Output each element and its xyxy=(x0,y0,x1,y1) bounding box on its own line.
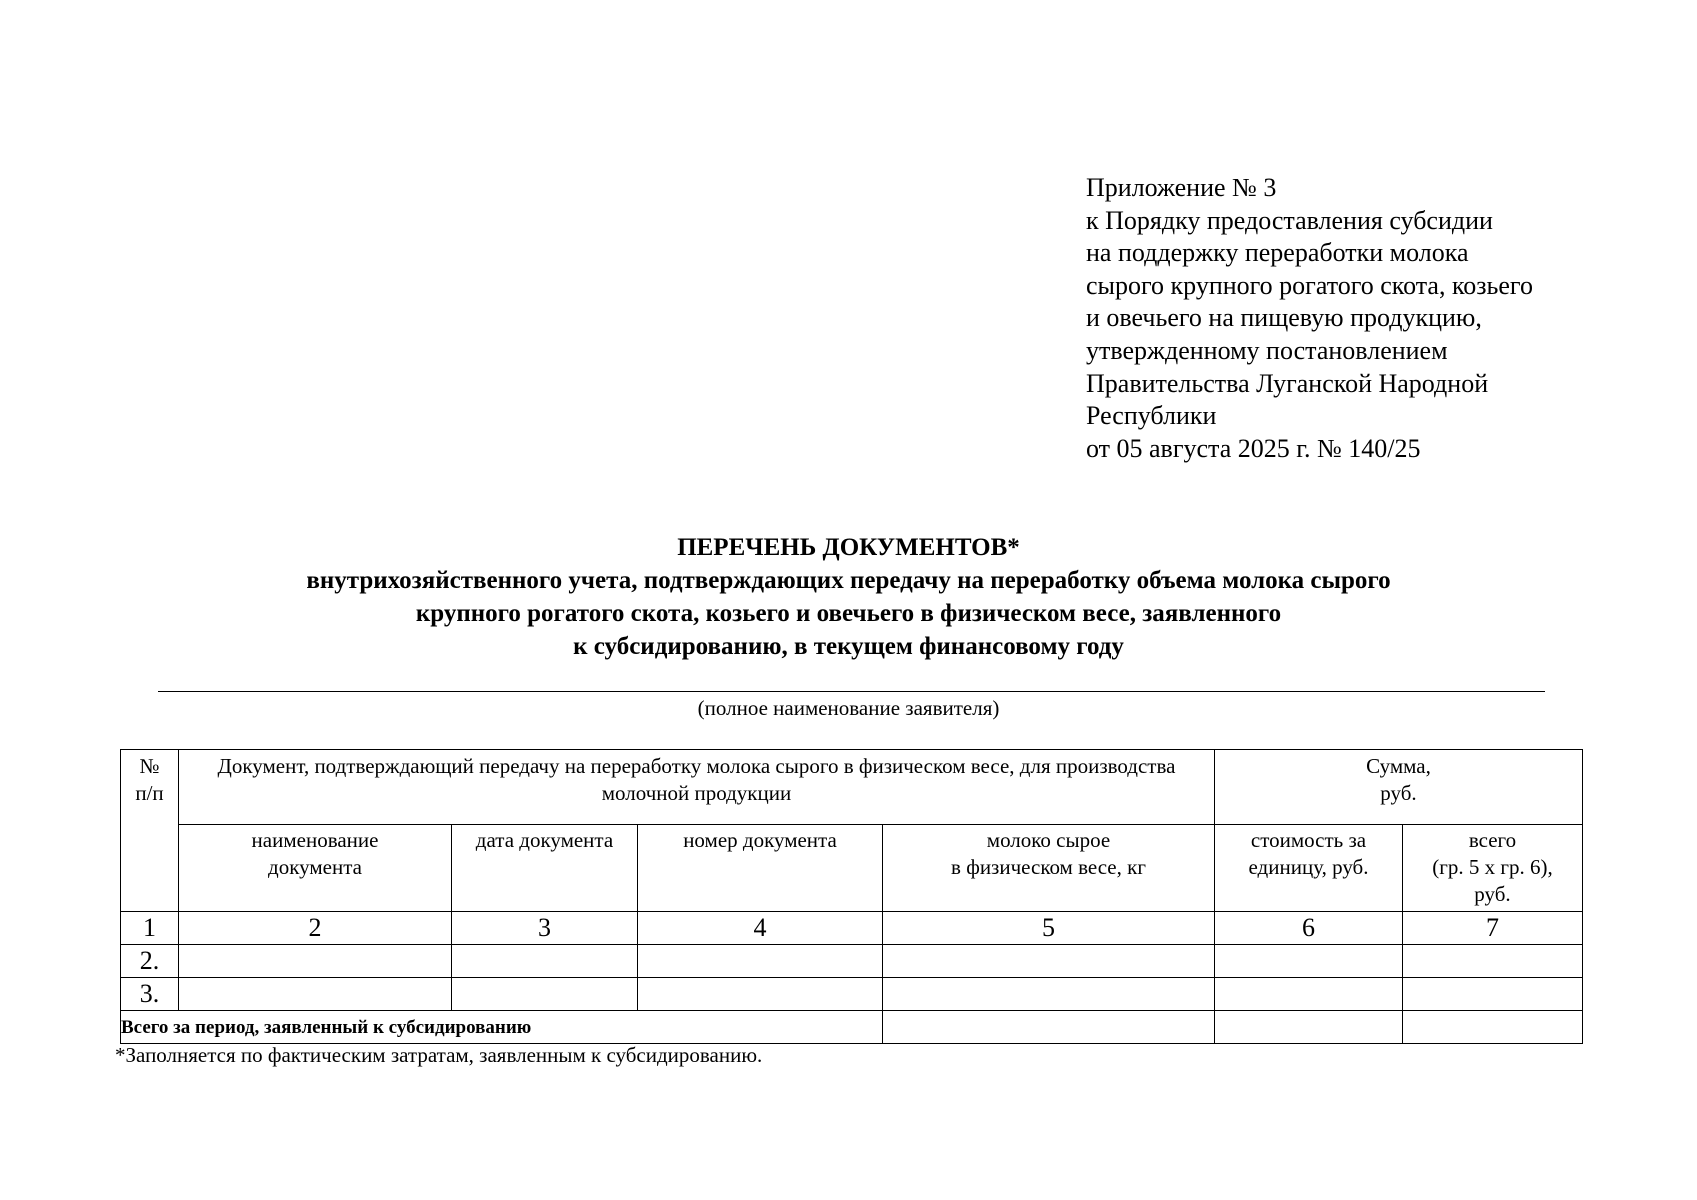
table-cell xyxy=(179,978,452,1011)
total-sum-cell xyxy=(1403,1011,1583,1044)
total-row xyxy=(121,1011,1583,1044)
title-line-3: крупного рогатого скота, козьего и овечьего в физическом весе, заявленного xyxy=(415,600,1282,627)
table-row xyxy=(121,945,1583,978)
applicant-name-line xyxy=(158,691,1545,692)
total-label: Всего за период, заявленный к субсидированию xyxy=(121,1011,883,1044)
table-cell xyxy=(1403,978,1583,1011)
subheader-total: всего (гр. 5 х гр. 6), руб. xyxy=(1403,825,1583,912)
documents-table xyxy=(120,749,1583,1044)
table-cell xyxy=(638,945,883,978)
table-cell xyxy=(1215,945,1403,978)
title-line-4: к субсидированию, в текущем финансовому году xyxy=(573,633,1124,660)
table-cell xyxy=(1215,978,1403,1011)
table-cell xyxy=(638,978,883,1011)
table-cell xyxy=(883,978,1215,1011)
column-number: 4 xyxy=(638,912,883,945)
appendix-heading: Приложение № 3 к Порядку предоставления субсидии на поддержку переработки молока сырого крупного рогатого скота, козьего и овечьего на пищевую продукцию, утвержденному постановлением Правительства Луганской Народной Республики от 05 августа 2025 г. № 140/25 xyxy=(1086,173,1533,463)
header-document: Документ, подтверждающий передачу на переработку молока сырого в физическом весе, для производства молочной продукции xyxy=(179,750,1215,825)
column-number: 6 xyxy=(1215,912,1403,945)
footnote: *Заполняется по фактическим затратам, заявленным к субсидированию. xyxy=(115,1043,763,1067)
column-number: 5 xyxy=(883,912,1215,945)
column-number: 7 xyxy=(1403,912,1583,945)
column-number: 3 xyxy=(452,912,638,945)
table-cell xyxy=(1403,945,1583,978)
row-number: 2. xyxy=(121,945,179,978)
subheader-date: дата документа xyxy=(452,825,638,912)
document-title xyxy=(0,531,1697,663)
table-cell xyxy=(452,978,638,1011)
table-subheader-row xyxy=(121,825,1583,912)
title-line-2: внутрихозяйственного учета, подтверждающих передачу на переработку объема молока сырого xyxy=(306,567,1391,594)
table-cell xyxy=(452,945,638,978)
subheader-milk: молоко сырое в физическом весе, кг xyxy=(883,825,1215,912)
subheader-unit-cost: стоимость за единицу, руб. xyxy=(1215,825,1403,912)
header-num: № п/п xyxy=(121,750,179,912)
total-milk-cell xyxy=(883,1011,1215,1044)
subheader-name: наименование документа xyxy=(179,825,452,912)
table-cell xyxy=(179,945,452,978)
column-numbers-row xyxy=(121,912,1583,945)
column-number: 1 xyxy=(121,912,179,945)
column-number: 2 xyxy=(179,912,452,945)
applicant-caption: (полное наименование заявителя) xyxy=(697,696,1000,720)
subheader-number: номер документа xyxy=(638,825,883,912)
table-header-row xyxy=(121,750,1583,825)
header-sum: Сумма, руб. xyxy=(1215,750,1583,825)
total-unit-cost-cell xyxy=(1215,1011,1403,1044)
table-cell xyxy=(883,945,1215,978)
row-number: 3. xyxy=(121,978,179,1011)
title-line-1: ПЕРЕЧЕНЬ ДОКУМЕНТОВ* xyxy=(677,534,1020,561)
table-row xyxy=(121,978,1583,1011)
